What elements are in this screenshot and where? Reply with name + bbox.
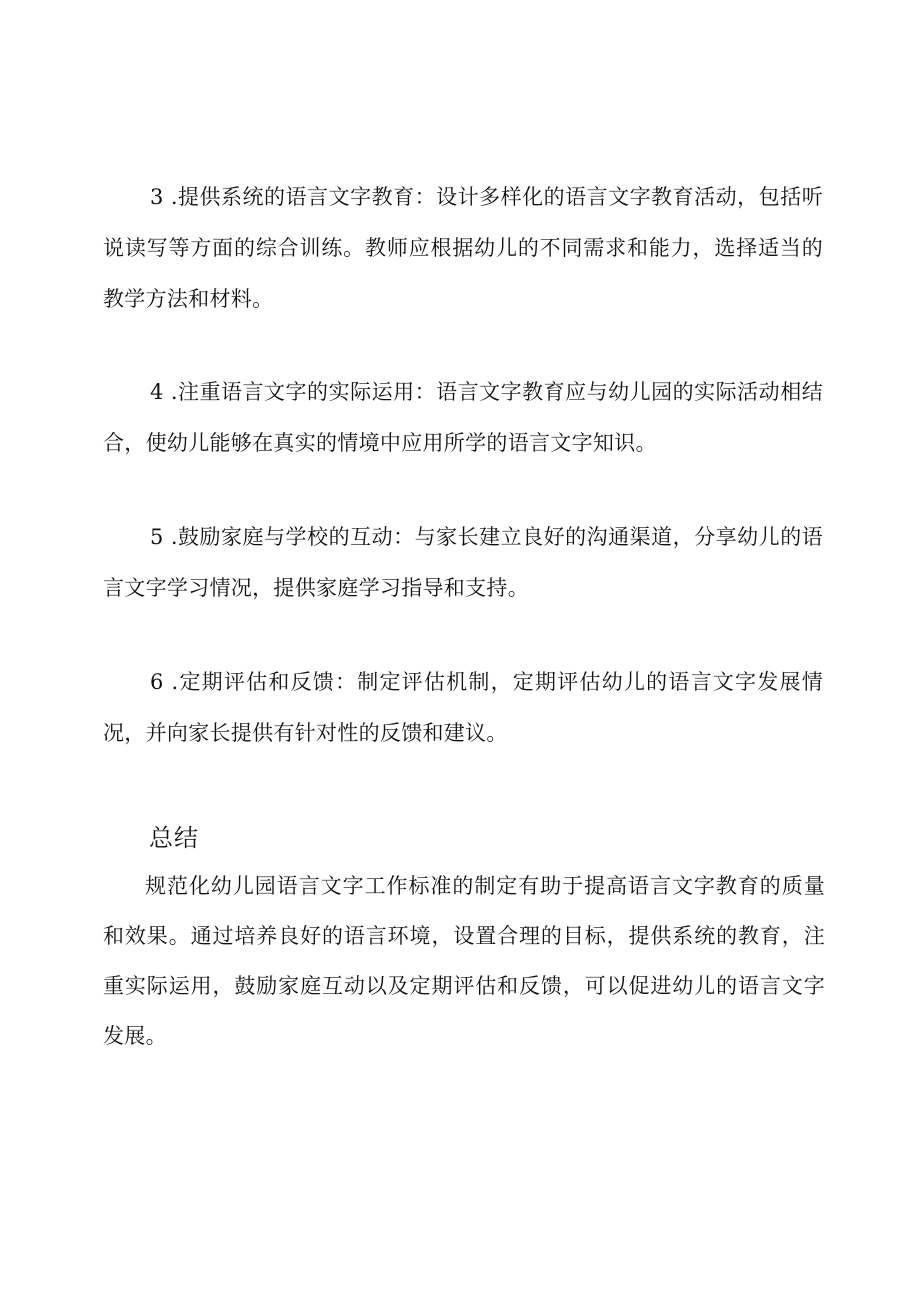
- list-item-4: 4 .注重语言文字的实际运用：语言文字教育应与幼儿园的实际活动相结合，使幼儿能够在真实的情境中应用所学的语言文字知识。: [103, 380, 823, 455]
- summary-paragraph: 规范化幼儿园语言文字工作标准的制定有助于提高语言文字教育的质量和效果。通过培养良好的语言环境，设置合理的目标，提供系统的教育，注重实际运用，鼓励家庭互动以及定期评估和反馈，可以促进幼儿的语言文字发展。: [103, 874, 825, 1048]
- summary-heading: 总结: [149, 824, 199, 852]
- list-item-5: 5 .鼓励家庭与学校的互动：与家长建立良好的沟通渠道，分享幼儿的语言文字学习情况，提供家庭学习指导和支持。: [103, 525, 823, 600]
- list-item-6: 6 .定期评估和反馈：制定评估机制，定期评估幼儿的语言文字发展情况，并向家长提供有针对性的反馈和建议。: [103, 670, 823, 745]
- list-item-3: 3 .提供系统的语言文字教育：设计多样化的语言文字教育活动，包括听说读写等方面的综合训练。教师应根据幼儿的不同需求和能力，选择适当的教学方法和材料。: [103, 185, 823, 311]
